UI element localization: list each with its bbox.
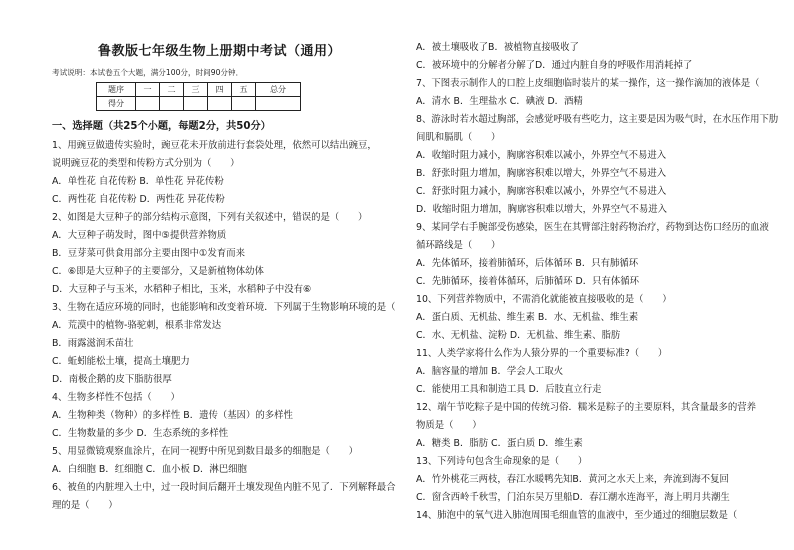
question-line: C．被环境中的分解者分解了D．通过内脏自身的呼吸作用消耗掉了 [416,60,693,71]
question-line: 13、下列诗句包含生命现象的是（ ） [416,456,588,467]
question-line: A．白细胞 B．红细胞 C．血小板 D．淋巴细胞 [52,464,247,475]
score-table-score-row [97,97,301,111]
score-cell-empty [208,97,232,111]
score-cell: 总分 [256,83,301,97]
question-line: 14、肺泡中的氧气进入肺泡周围毛细血管的血液中，至少通过的细胞层数是（ [416,510,738,521]
score-cell-empty [160,97,184,111]
score-cell-empty [232,97,256,111]
question-line: A．竹外桃花三两枝，春江水暖鸭先知B．黄河之水天上来，奔流到海不复回 [416,474,729,485]
question-line: C．水、无机盐、淀粉 D．无机盐、维生素、脂肪 [416,330,621,341]
question-line: 9、某同学右手腕部受伤感染，医生在其臂部注射药物治疗，药物到达伤口经历的血液 [416,222,769,233]
question-line: 3、生物在适应环境的同时，也能影响和改变着环境．下列属于生物影响环境的是（ [52,302,396,313]
score-cell-empty [256,97,301,111]
question-line: A．被土壤吸收了B．被植物直接吸收了 [416,42,579,53]
exam-title: 鲁教版七年级生物上册期中考试（通用） [98,44,342,59]
question-line: 8、游泳时若水超过胸部，会感觉呼吸有些吃力，这主要是因为吸气时，在水压作用下肋 [416,114,779,125]
score-cell: 一 [136,83,160,97]
question-line: A．大豆种子萌发时，图中⑤提供营养物质 [52,230,227,241]
question-line: B．雨露滋润禾苗壮 [52,338,134,349]
question-line: C．先肺循环，接着体循环，后肺循环 D．只有体循环 [416,276,639,287]
question-line: B．豆芽菜可供食用部分主要由图中①发育而来 [52,248,245,259]
question-line: C．舒张时阻力减小，胸廓容积难以减小，外界空气不易进入 [416,186,667,197]
question-line: 7、下图表示制作人的口腔上皮细胞临时装片的某一操作，这一操作滴加的液体是（ [416,78,760,89]
question-line: C．生物数量的多少 D．生态系统的多样性 [52,428,229,439]
question-line: 说明豌豆花的类型和传粉方式分别为（ ） [52,158,240,169]
question-line: 1、用豌豆做遗传实验时，豌豆花未开放前进行套袋处理，依然可以结出豌豆， [52,140,377,151]
question-line: 循环路线是（ ） [416,240,501,251]
question-line: A．单性花 自花传粉 B．单性花 异花传粉 [52,176,224,187]
question-line: D．收缩时阻力增加，胸廓容积难以增大，外界空气不易进入 [416,204,667,215]
score-table [96,82,301,111]
question-line: 5、用显微镜观察血涂片，在同一视野中所见到数目最多的细胞是（ ） [52,446,358,457]
question-line: B．舒张时阻力增加，胸廓容积难以增大，外界空气不易进入 [416,168,667,179]
question-line: A．生物种类（物种）的多样性 B．遗传（基因）的多样性 [52,410,293,421]
score-table-header-row [97,83,301,97]
question-line: 2、如图是大豆种子的部分结构示意图，下列有关叙述中，错误的是（ ） [52,212,368,223]
question-line: C．⑥即是大豆种子的主要部分，又是新植物体幼体 [52,266,264,277]
exam-instructions: 考试说明：本试卷五个大题，满分100分，时间90分钟． [52,68,244,77]
score-cell-empty [184,97,208,111]
question-line: D．大豆种子与玉米，水稻种子相比，玉米，水稻种子中没有⑥ [52,284,312,295]
question-line: 间肌和膈肌（ ） [416,132,501,143]
score-cell: 五 [232,83,256,97]
question-line: A．脑容量的增加 B．学会人工取火 [416,366,564,377]
question-line: 4、生物多样性不包括（ ） [52,392,180,403]
question-line: C．两性花 自花传粉 D．两性花 异花传粉 [52,194,225,205]
score-cell: 得分 [97,97,136,111]
question-line: 11、人类学家将什么作为人猿分界的一个重要标准?（ ） [416,348,668,359]
question-line: C．蚯蚓能松土壤，提高土壤肥力 [52,356,190,367]
question-line: A．清水 B．生理盐水 C．碘液 D．酒精 [416,96,583,107]
score-cell: 二 [160,83,184,97]
question-line: A．糖类 B．脂肪 C．蛋白质 D．维生素 [416,438,583,449]
question-line: A．蛋白质、无机盐、维生素 B．水、无机盐、维生素 [416,312,639,323]
question-line: A．荒漠中的植物-骆驼刺，根系非常发达 [52,320,222,331]
question-line: A．收缩时阻力减小，胸廓容积难以减小，外界空气不易进入 [416,150,667,161]
question-line: D．南极企鹅的皮下脂肪很厚 [52,374,172,385]
score-cell: 四 [208,83,232,97]
section-heading: 一、选择题（共25个小题，每题2分，共50分） [52,121,271,132]
score-cell: 题序 [97,83,136,97]
score-cell-empty [136,97,160,111]
question-line: 12、端午节吃粽子是中国的传统习俗．糯米是粽子的主要原料，其含量最多的营养 [416,402,757,413]
question-line: 理的是（ ） [52,500,118,511]
question-line: 6、被鱼的内脏埋入土中，过一段时间后翻开土壤发现鱼内脏不见了．下列解释最合 [52,482,396,493]
question-line: 10、下列营养物质中，不需消化就能被直接吸收的是（ ） [416,294,672,305]
question-line: C．窗含西岭千秋雪，门泊东吴万里船D．春江潮水连海平，海上明月共潮生 [416,492,730,503]
score-cell: 三 [184,83,208,97]
question-line: 物质是（ ） [416,420,482,431]
question-line: C．能使用工具和制造工具 D．后肢直立行走 [416,384,602,395]
question-line: A．先体循环，接着肺循环，后体循环 B．只有肺循环 [416,258,639,269]
